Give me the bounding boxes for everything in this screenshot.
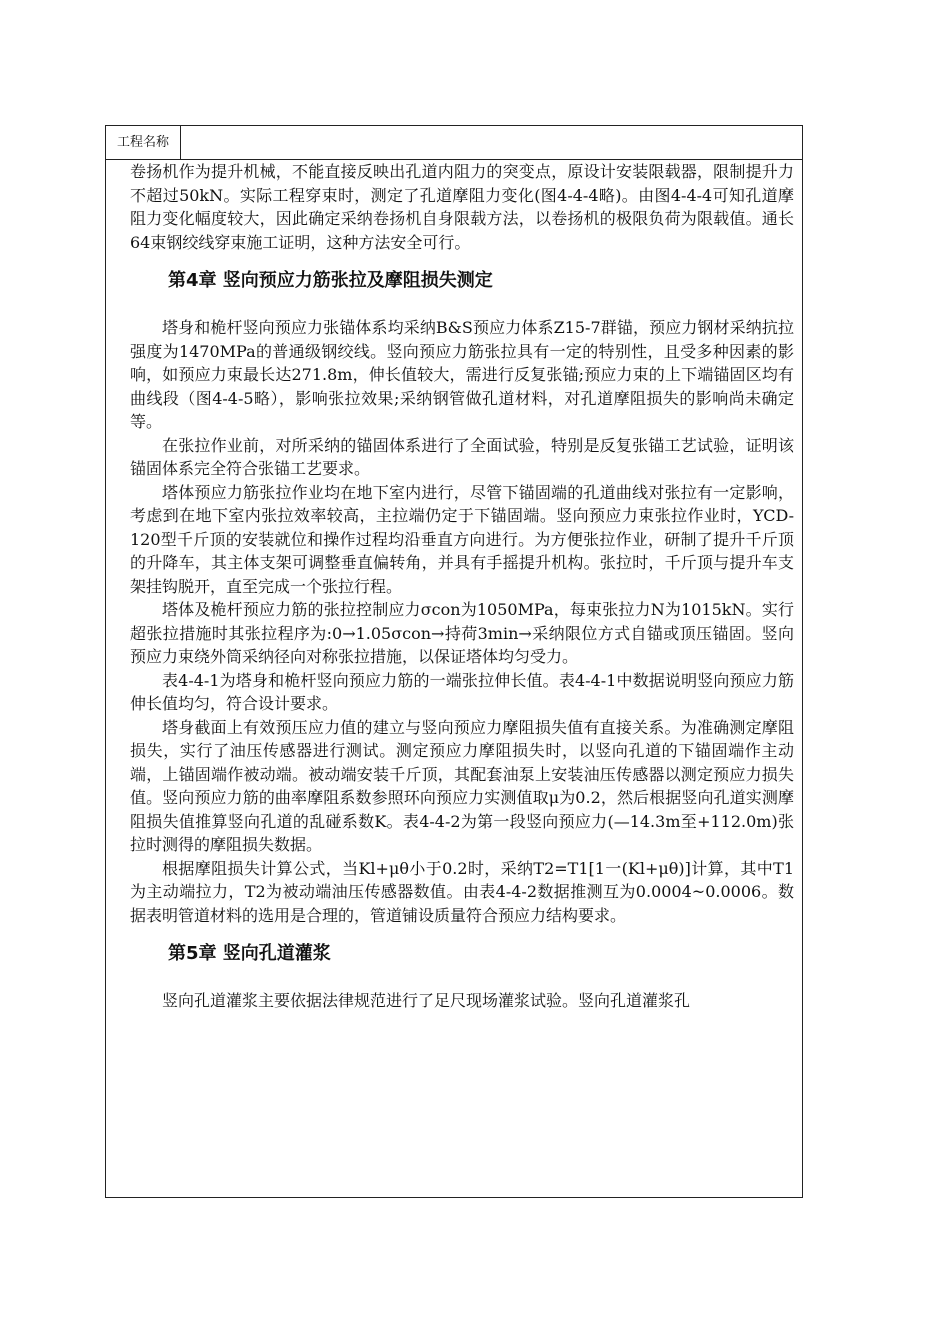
project-name-row	[106, 126, 802, 160]
paragraph: 塔身截面上有效预压应力值的建立与竖向预应力摩阻损失值有直接关系。为准确测定摩阻损失，实行了油压传感器进行测试。测定预应力摩阻损失时，以竖向孔道的下锚固端作主动端，上锚固端作被动端。被动端安装千斤顶，其配套油泵上安装油压传感器以测定预应力损失值。竖向预应力筋的曲率摩阻系数参照环向预应力实测值取μ为0.2，然后根据竖向孔道实测摩阻损失值推算竖向孔道的乱碰系数K。表4-4-2为第一段竖向预应力(—14.3m至+112.0m)张拉时测得的摩阻损失数据。	[130, 717, 794, 854]
paragraph: 根据摩阻损失计算公式，当Kl+μθ小于0.2时，采纳T2=T1[1一(Kl+μθ)]计算，其中T1为主动端拉力，T2为被动端油压传感器数值。由表4-4-2数据推测互为0.0004~0.0006。数据表明管道材料的选用是合理的，管道铺设质量符合预应力结构要求。	[130, 858, 794, 925]
paragraph: 表4-4-1为塔身和桅杆竖向预应力筋的一端张拉伸长值。表4-4-1中数据说明竖向预应力筋伸长值均匀，符合设计要求。	[130, 670, 794, 713]
paragraph: 在张拉作业前，对所采纳的锚固体系进行了全面试验，特别是反复张锚工艺试验，证明该锚固体系完全符合张锚工艺要求。	[130, 435, 794, 478]
document-body	[106, 160, 802, 1197]
project-name-value	[182, 126, 802, 159]
paragraph: 塔体及桅杆预应力筋的张拉控制应力σcon为1050MPa，每束张拉力N为1015kN。实行超张拉措施时其张拉程序为:0→1.05σcon→持荷3min→采纳限位方式自锚或顶压锚固。竖向预应力束绕外筒采纳径向对称张拉措施，以保证塔体均匀受力。	[130, 600, 794, 666]
chapter-4-heading: 第4章 竖向预应力筋张拉及摩阻损失测定	[168, 270, 493, 291]
paragraph: 塔身和桅杆竖向预应力张锚体系均采纳B&S预应力体系Z15-7群锚，预应力钢材采纳抗拉强度为1470MPa的普通级钢绞线。竖向预应力筋张拉具有一定的特别性，且受多种因素的影响，如预应力束最长达271.8m，伸长值较大，需进行反复张锚;预应力束的上下端锚固区均有曲线段（图4-4-5略），影响张拉效果;采纳钢管做孔道材料，对孔道摩阻损失的影响尚未确定等。	[130, 318, 794, 431]
paragraph: 竖向孔道灌浆主要依据法律规范进行了足尺现场灌浆试验。竖向孔道灌浆孔	[162, 991, 691, 1010]
paragraph: 卷扬机作为提升机械，不能直接反映出孔道内阻力的突变点，原设计安装限载器，限制提升力不超过50kN。实际工程穿束时，测定了孔道摩阻力变化(图4-4-4略)。由图4-4-4可知孔道摩阻力变化幅度较大，因此确定采纳卷扬机自身限载方法，以卷扬机的极限负荷为限载值。通长64束钢绞线穿束施工证明，这种方法安全可行。	[130, 162, 794, 252]
paragraph: 塔体预应力筋张拉作业均在地下室内进行，尽管下锚固端的孔道曲线对张拉有一定影响，考虑到在地下室内张拉效率较高，主拉端仍定于下锚固端。竖向预应力束张拉作业时，YCD-120型千斤顶的安装就位和操作过程均沿垂直方向进行。为方便张拉作业，研制了提升千斤顶的升降车，其主体支架可调整垂直偏转角，并具有手摇提升机构。张拉时，千斤顶与提升车支架挂钩脱开，直至完成一个张拉行程。	[130, 482, 794, 596]
project-name-label: 工程名称	[106, 126, 181, 159]
chapter-5-heading: 第5章 竖向孔道灌浆	[168, 943, 331, 964]
document-table	[105, 125, 803, 1198]
